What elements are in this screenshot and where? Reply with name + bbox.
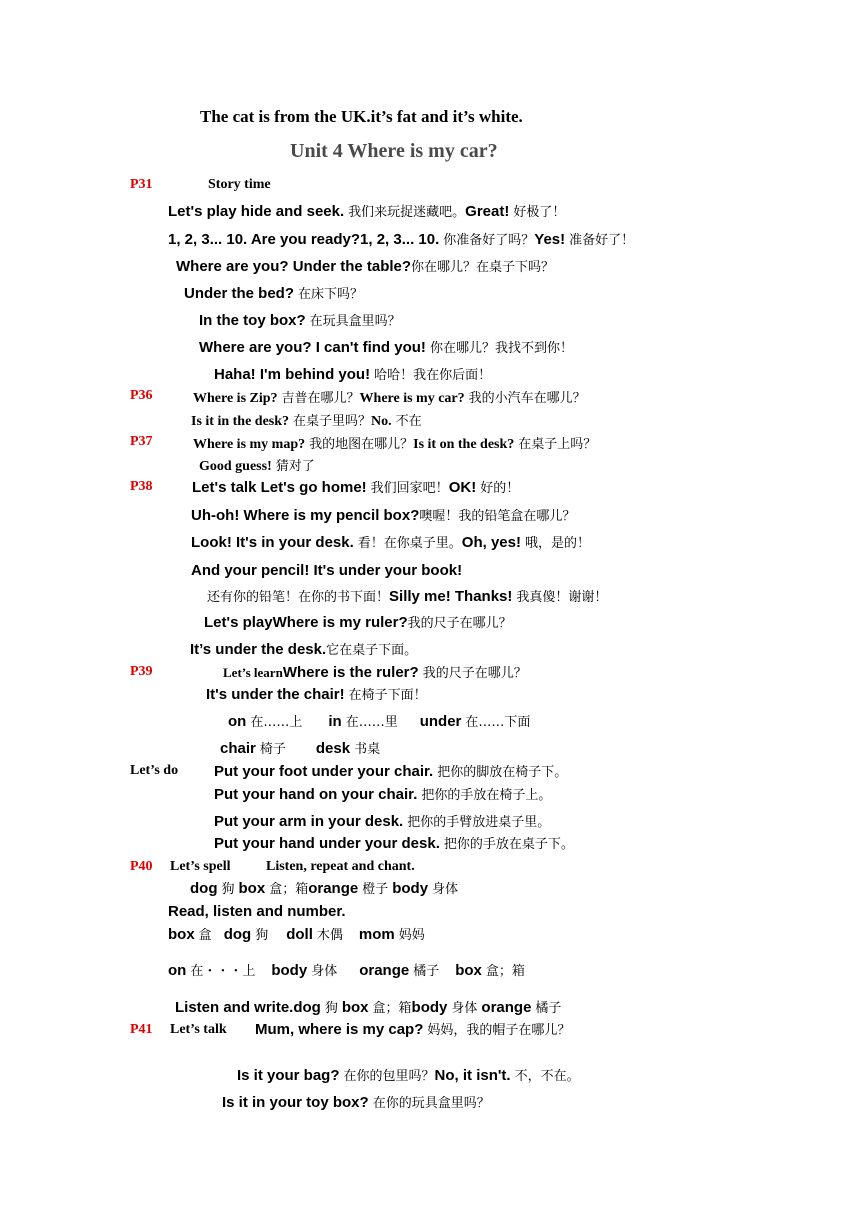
p41-line-2-en2: No, it isn't. [434, 1067, 511, 1084]
p39-line-1-en: Where is the ruler? [282, 664, 419, 681]
p31-line-6-en: Where are you? I can't find you! [199, 339, 426, 356]
p40-s4: box [455, 962, 482, 979]
p40-w3: orange [308, 880, 359, 897]
p31-line-1-cn: 我们来玩捉迷藏吧。 [348, 205, 466, 220]
p40-lw-cn4: 橘子 [535, 1001, 562, 1016]
p39-line-1 [223, 663, 527, 682]
word-on-cn: 在……上 [250, 715, 303, 730]
p31-line-5 [199, 311, 401, 330]
p40-w4: body [392, 880, 429, 897]
p31-line-1 [168, 202, 565, 221]
p38-line-3-cn2: 哦，是的！ [524, 536, 590, 551]
intro-line: The cat is from the UK.it’s fat and it’s white. [200, 107, 523, 126]
p40-s4-cn: 盒；箱 [485, 964, 525, 979]
p38-line-1-cn: 我们回家吧！ [370, 481, 449, 496]
p40-r2-cn: 狗 [255, 928, 269, 943]
p31-line-4-en: Under the bed? [184, 285, 295, 302]
p40-read-words [168, 925, 425, 944]
section-story-time: Story time [208, 177, 271, 192]
p38-line-5-cn2: 我真傻！谢谢！ [516, 590, 608, 605]
section-lets-spell: Let’s spell [170, 859, 231, 874]
p36-line-2-en2: No. [371, 414, 392, 429]
p40-w4-cn: 身体 [432, 882, 459, 897]
letsdo-line-3 [214, 812, 550, 831]
p31-line-2-cn: 你准备好了吗？ [443, 233, 535, 248]
p31-line-5-cn: 在玩具盒里吗？ [309, 314, 401, 329]
word-under: under [419, 713, 462, 730]
p41-line-2-cn: 在你的包里吗？ [343, 1069, 435, 1084]
p36-line-2-en: Is it in the desk? [191, 414, 290, 429]
letsdo-line-4-cn: 把你的手放在桌子下。 [443, 837, 574, 852]
p37-line-2 [199, 456, 315, 476]
letsdo-line-1-cn: 把你的脚放在椅子下。 [437, 765, 568, 780]
p31-line-1-cn2: 好极了！ [513, 205, 566, 220]
word-on: on [228, 713, 247, 730]
p40-s2: body [271, 962, 308, 979]
letsdo-line-2-cn: 把你的手放在椅子上。 [421, 788, 552, 803]
page-title: Unit 4 Where is my car? [290, 140, 498, 162]
p38-line-7 [190, 640, 417, 659]
p36-line-1-en: Where is Zip? [193, 391, 278, 406]
p36-line-1-en2: Where is my car? [359, 391, 465, 406]
word-chair-cn: 椅子 [259, 742, 286, 757]
page-label-p41: P41 [130, 1022, 153, 1037]
word-under-cn: 在……下面 [465, 715, 531, 730]
p31-line-2-en2: Yes! [534, 231, 566, 248]
p40-r4-cn: 妈妈 [398, 928, 425, 943]
p40-lw-box: box [341, 999, 369, 1016]
p38-line-6 [204, 613, 512, 632]
p41-line-2-en: Is it your bag? [237, 1067, 340, 1084]
p40-w2-cn: 盒；箱 [269, 882, 309, 897]
p38-line-7-en: It’s under the desk. [190, 641, 327, 658]
p38-line-2-en: Uh-oh! Where is my pencil box? [191, 507, 420, 524]
section-lets-do: Let’s do [130, 763, 179, 778]
p41-line-1 [255, 1020, 570, 1039]
p38-line-3-cn: 看！在你桌子里。 [357, 536, 462, 551]
p40-w3-cn: 橙子 [362, 882, 389, 897]
p39-line-2 [206, 685, 427, 704]
section-lets-talk: Let’s talk [170, 1022, 227, 1037]
p38-line-7-cn: 它在桌子下面。 [326, 643, 418, 658]
p41-line-1-cn: 妈妈，我的帽子在哪儿？ [427, 1023, 571, 1038]
p40-lw-cn1: 狗 [324, 1001, 338, 1016]
p40-w2: box [238, 880, 266, 897]
p40-w1-cn: 狗 [221, 882, 235, 897]
p40-w1: dog [190, 880, 218, 897]
p41-line-3-cn: 在你的玩具盒里吗？ [372, 1096, 490, 1111]
letsdo-line-2 [214, 785, 551, 804]
p36-line-2-cn2: 不在 [395, 414, 422, 429]
p41-line-1-en: Mum, where is my cap? [255, 1021, 424, 1038]
p38-line-5-en: Silly me! Thanks! [389, 588, 513, 605]
p31-line-5-en: In the toy box? [199, 312, 306, 329]
p38-line-3-en2: Oh, yes! [461, 534, 521, 551]
word-in-cn: 在……里 [345, 715, 398, 730]
page-label-p31: P31 [130, 177, 153, 192]
p31-line-7-cn: 哈哈！我在你后面！ [374, 368, 492, 383]
p31-line-3-cn: 你在哪儿？在桌子下吗？ [411, 260, 555, 275]
p40-s3-cn: 橘子 [413, 964, 440, 979]
p31-line-6-cn: 你在哪儿？我找不到你！ [429, 341, 573, 356]
word-desk-cn: 书桌 [354, 742, 381, 757]
letsdo-line-1 [214, 762, 567, 781]
letsdo-line-4 [214, 834, 574, 853]
letsdo-line-2-en: Put your hand on your chair. [214, 786, 418, 803]
p40-r1: box [168, 926, 195, 943]
p40-s1: on [168, 962, 187, 979]
p38-line-5-cn: 还有你的铅笔！在你的书下面！ [207, 590, 390, 605]
p39-line-1-cn: 我的尺子在哪儿？ [422, 666, 527, 681]
p38-line-4-en: And your pencil! It's under your book! [191, 562, 463, 579]
p38-line-2-cn: 噢喔！我的铅笔盒在哪儿？ [419, 509, 576, 524]
p38-line-6-cn: 我的尺子在哪儿？ [407, 616, 512, 631]
p41-line-2 [237, 1066, 580, 1085]
p31-line-4 [184, 284, 363, 303]
p31-line-6 [199, 338, 573, 357]
p40-lw-cn2: 盒；箱 [372, 1001, 412, 1016]
p40-chant-words [190, 879, 458, 898]
p38-line-6-en: Let's playWhere is my ruler? [204, 614, 408, 631]
p40-sound-words [168, 961, 525, 980]
section-listen-repeat: Listen, repeat and chant. [266, 859, 415, 874]
p38-line-1 [192, 478, 519, 497]
p40-r3-cn: 木偶 [316, 928, 343, 943]
p40-s3: orange [359, 962, 410, 979]
page-label-p38: P38 [130, 479, 153, 494]
letsdo-line-1-en: Put your foot under your chair. [214, 763, 434, 780]
page-label-p40: P40 [130, 859, 153, 874]
p40-r2: dog [223, 926, 252, 943]
p31-line-7-en: Haha! I'm behind you! [214, 366, 371, 383]
p36-line-2 [191, 411, 422, 431]
letsdo-line-3-en: Put your arm in your desk. [214, 813, 404, 830]
p40-listen-write [175, 998, 561, 1017]
p38-line-5 [207, 587, 607, 606]
p31-line-3 [176, 257, 554, 276]
p41-line-3 [222, 1093, 490, 1112]
p37-line-1-en2: Is it on the desk? [413, 437, 515, 452]
word-chair: chair [220, 740, 256, 757]
p40-lw: Listen and write.dog [175, 999, 321, 1016]
read-listen-number: Read, listen and number. [168, 903, 346, 920]
p40-r4: mom [358, 926, 395, 943]
p31-line-3-en: Where are you? Under the table? [176, 258, 412, 275]
p40-s2-cn: 身体 [311, 964, 338, 979]
p31-line-1-en2: Great! [465, 203, 510, 220]
p40-lw-orange: orange [481, 999, 532, 1016]
p38-line-1-cn2: 好的！ [480, 481, 520, 496]
p36-line-1 [193, 388, 586, 408]
p38-line-4 [191, 561, 462, 580]
section-lets-learn: Let’s learn [223, 665, 283, 680]
p39-line-2-cn: 在椅子下面！ [348, 688, 427, 703]
p40-s1-cn: 在・・・上 [190, 964, 256, 979]
p41-line-2-cn2: 不，不在。 [514, 1069, 580, 1084]
word-desk: desk [315, 740, 351, 757]
page-label-p37: P37 [130, 434, 153, 449]
p38-line-2 [191, 506, 575, 525]
p31-line-7 [214, 365, 491, 384]
p38-line-1-en: Let's talk Let's go home! [192, 479, 367, 496]
p38-line-3 [191, 533, 590, 552]
page-label-p39: P39 [130, 664, 153, 679]
p31-line-1-en: Let's play hide and seek. [168, 203, 345, 220]
p39-words-2 [220, 739, 380, 758]
page-label-p36: P36 [130, 388, 153, 403]
p31-line-2-en: 1, 2, 3... 10. Are you ready?1, 2, 3... 10. [168, 231, 440, 248]
p37-line-2-cn: 猜对了 [275, 459, 315, 474]
p40-r1-cn: 盒 [198, 928, 212, 943]
p37-line-1-cn2: 在桌子上吗？ [518, 437, 597, 452]
p41-line-3-en: Is it in your toy box? [222, 1094, 369, 1111]
p37-line-1-cn: 我的地图在哪儿？ [309, 437, 414, 452]
p36-line-1-cn2: 我的小汽车在哪儿？ [468, 391, 586, 406]
p31-line-2-cn2: 准备好了！ [569, 233, 635, 248]
p31-line-2 [168, 230, 634, 249]
p37-line-1-en: Where is my map? [193, 437, 306, 452]
p39-words-1 [228, 712, 530, 731]
p38-line-1-en2: OK! [448, 479, 477, 496]
p36-line-1-cn: 吉普在哪儿？ [281, 391, 360, 406]
p31-line-4-cn: 在床下吗？ [298, 287, 364, 302]
p36-line-2-cn: 在桌子里吗？ [293, 414, 372, 429]
p37-line-1 [193, 434, 596, 454]
p39-line-2-en: It's under the chair! [206, 686, 345, 703]
p40-r3: doll [286, 926, 313, 943]
letsdo-line-3-cn: 把你的手臂放进桌子里。 [407, 815, 551, 830]
p40-lw-cn3: 身体 [451, 1001, 478, 1016]
letsdo-line-4-en: Put your hand under your desk. [214, 835, 440, 852]
p40-lw-body: body [411, 999, 448, 1016]
p37-line-2-en: Good guess! [199, 459, 272, 474]
word-in: in [328, 713, 342, 730]
p38-line-3-en: Look! It's in your desk. [191, 534, 354, 551]
